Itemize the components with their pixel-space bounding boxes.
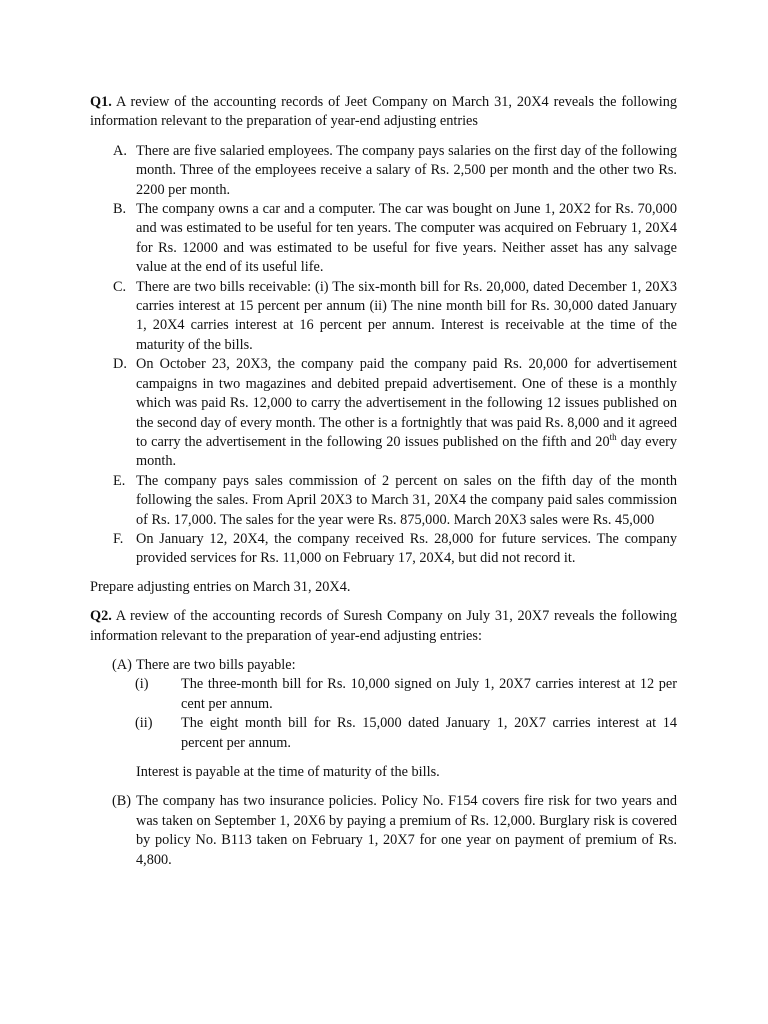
q1-label: Q1. bbox=[90, 94, 112, 110]
list-item bbox=[112, 714, 677, 753]
list-marker: (A) bbox=[112, 656, 132, 673]
superscript: th bbox=[609, 432, 617, 443]
list-item bbox=[90, 200, 677, 278]
list-item-text: On October 23, 20X3, the company paid the company paid Rs. 20,000 for advertisement campaigns in two magazines and debited prepaid advertisement. One of these is a monthly which was paid Rs. 12,000 to carry the advertisement in the following 12 issues published on the second day of every month. The other is a fortnightly that was paid Rs. 8,000 and it agreed to carry the advertisement in the following 20 issues published on the fifth and 20 bbox=[136, 356, 677, 450]
document-page bbox=[90, 93, 677, 870]
list-item-text: The company has two insurance policies. Policy No. F154 covers fire risk for two years and was taken on September 1, 20X6 by paying a premium of Rs. 12,000. Burglary risk is covered by policy No. B113 taken on February 1, 20X7 for one year on payment of premium of Rs. 4,800. bbox=[136, 793, 677, 868]
q2-item-a-note: Interest is payable at the time of maturity of the bills. bbox=[136, 764, 440, 780]
list-marker: A. bbox=[113, 142, 127, 159]
list-marker: F. bbox=[113, 530, 124, 547]
list-item-text: The company owns a car and a computer. The car was bought on June 1, 20X2 for Rs. 70,000 and was estimated to be useful for ten years. The computer was acquired on February 1, 20X4 for Rs. 12000 and was estimated to be useful for five years. Neither asset has any salvage value at the end of its useful life. bbox=[136, 201, 677, 276]
q2-items bbox=[112, 656, 677, 870]
list-item bbox=[90, 355, 677, 471]
list-item-text: There are two bills payable: bbox=[136, 656, 296, 673]
list-marker: B. bbox=[113, 201, 127, 218]
list-item bbox=[112, 675, 677, 714]
list-item-text: The company pays sales commission of 2 percent on sales on the fifth day of the month following the sales. From April 20X3 to March 31, 20X4 the company paid sales commission of Rs. 17,000. The sales for the year were Rs. 875,000. March 20X3 sales were Rs. 45,000 bbox=[136, 472, 677, 528]
list-marker: (B) bbox=[112, 793, 132, 810]
list-marker: (ii) bbox=[135, 715, 153, 732]
q2-label: Q2. bbox=[90, 608, 112, 625]
q1-intro bbox=[90, 93, 677, 132]
q2-item-a bbox=[112, 656, 677, 675]
list-item bbox=[90, 278, 677, 356]
q1-closing: Prepare adjusting entries on March 31, 20X4. bbox=[90, 578, 351, 595]
list-marker: (i) bbox=[135, 676, 149, 693]
list-item-text: There are two bills receivable: (i) The six-month bill for Rs. 20,000, dated December 1, 20X3 carries interest at 15 percent per annum (ii) The nine month bill for Rs. 30,000 dated January 1, 20X4 carries interest at 16 percent per annum. Interest is receivable at the time of the maturity of the bills. bbox=[136, 278, 677, 353]
list-item bbox=[90, 472, 677, 530]
q2-item-b bbox=[112, 792, 677, 870]
list-item-text-tail: day every month. bbox=[136, 433, 677, 470]
q2-intro-text: A review of the accounting records of Suresh Company on July 31, 20X7 reveals the following information relevant to the preparation of year-end adjusting entries: bbox=[90, 608, 677, 644]
q1-items-list bbox=[90, 142, 677, 569]
list-marker: E. bbox=[113, 472, 126, 489]
list-item-text: There are five salaried employees. The company pays salaries on the first day of the following month. Three of the employees receive a salary of Rs. 2,500 per month and the other two Rs. 2200 per month. bbox=[136, 142, 677, 198]
list-marker: C. bbox=[113, 278, 127, 295]
list-item bbox=[90, 142, 677, 200]
q2-intro bbox=[90, 607, 677, 646]
q1-intro-text: A review of the accounting records of Jeet Company on March 31, 20X4 reveals the following information relevant to the preparation of year-end adjusting entries bbox=[90, 94, 677, 130]
list-item bbox=[90, 530, 677, 569]
list-item-text: The three-month bill for Rs. 10,000 signed on July 1, 20X7 carries interest at 12 per cent per annum. bbox=[181, 676, 677, 712]
list-item-text: On January 12, 20X4, the company received Rs. 28,000 for future services. The company provided services for Rs. 11,000 on February 17, 20X4, but did not record it. bbox=[136, 530, 677, 567]
q2-item-a-sublist bbox=[112, 675, 677, 753]
list-item-text: The eight month bill for Rs. 15,000 dated January 1, 20X7 carries interest at 14 percent per annum. bbox=[181, 715, 677, 751]
list-marker: D. bbox=[113, 356, 127, 373]
